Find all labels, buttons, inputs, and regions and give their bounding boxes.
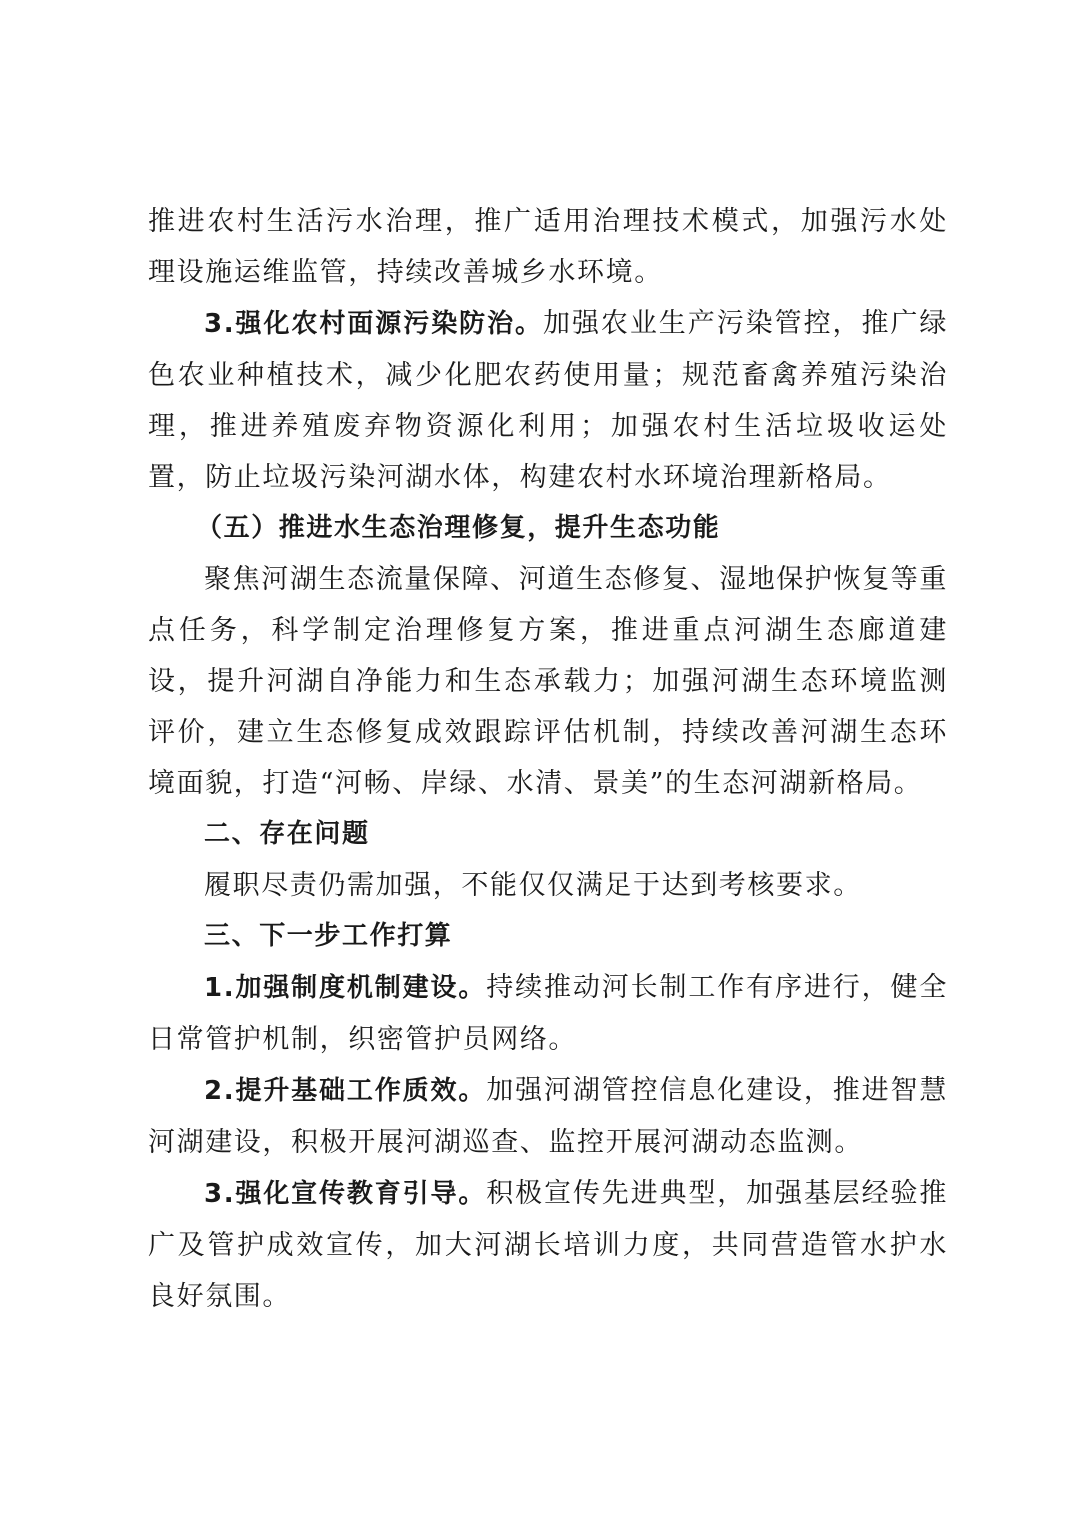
item-lead: 3.强化宣传教育引导。 bbox=[204, 1179, 487, 1209]
item-body: 持续推动河长制工作有序进行，健全日常管护机制，织密管护员网络。 bbox=[148, 972, 948, 1055]
paragraph-basic-work bbox=[148, 1065, 948, 1168]
item-lead: 3.强化农村面源污染防治。 bbox=[204, 309, 543, 339]
item-body: 加强农业生产污染管控，推广绿色农业种植技术，减少化肥农药使用量；规范畜禽养殖污染治理，推进养殖废弃物资源化利用；加强农村生活垃圾收运处置，防止垃圾污染河湖水体，构建农村水环境治理新格局。 bbox=[148, 308, 948, 493]
item-body: 积极宣传先进典型，加强基层经验推广及管护成效宣传，加大河湖长培训力度，共同营造管水护水良好氛围。 bbox=[148, 1178, 948, 1312]
section-heading-problems: 二、存在问题 bbox=[204, 819, 370, 849]
paragraph-nonpoint-pollution bbox=[148, 298, 948, 503]
item-lead: 1.加强制度机制建设。 bbox=[204, 973, 487, 1003]
paragraph-ecology: 聚焦河湖生态流量保障、河道生态修复、湿地保护恢复等重点任务，科学制定治理修复方案，推进重点河湖生态廊道建设，提升河湖自净能力和生态承载力；加强河湖生态环境监测评价，建立生态修复成效跟踪评估机制，持续改善河湖生态环境面貌，打造“河畅、岸绿、水清、景美”的生态河湖新格局。 bbox=[148, 564, 948, 799]
paragraph-rural-sewage: 推进农村生活污水治理，推广适用治理技术模式，加强污水处理设施运维监管，持续改善城乡水环境。 bbox=[148, 206, 948, 288]
paragraph-publicity bbox=[148, 1168, 948, 1322]
section-heading-ecology: （五）推进水生态治理修复，提升生态功能 bbox=[196, 513, 721, 543]
section-heading-next-steps: 三、下一步工作打算 bbox=[204, 921, 453, 951]
paragraph-system-building bbox=[148, 962, 948, 1065]
item-lead: 2.提升基础工作质效。 bbox=[204, 1076, 487, 1106]
document-body bbox=[148, 196, 948, 1322]
item-body: 加强河湖管控信息化建设，推进智慧河湖建设，积极开展河湖巡查、监控开展河湖动态监测。 bbox=[148, 1075, 948, 1158]
paragraph-problems: 履职尽责仍需加强，不能仅仅满足于达到考核要求。 bbox=[204, 870, 862, 901]
